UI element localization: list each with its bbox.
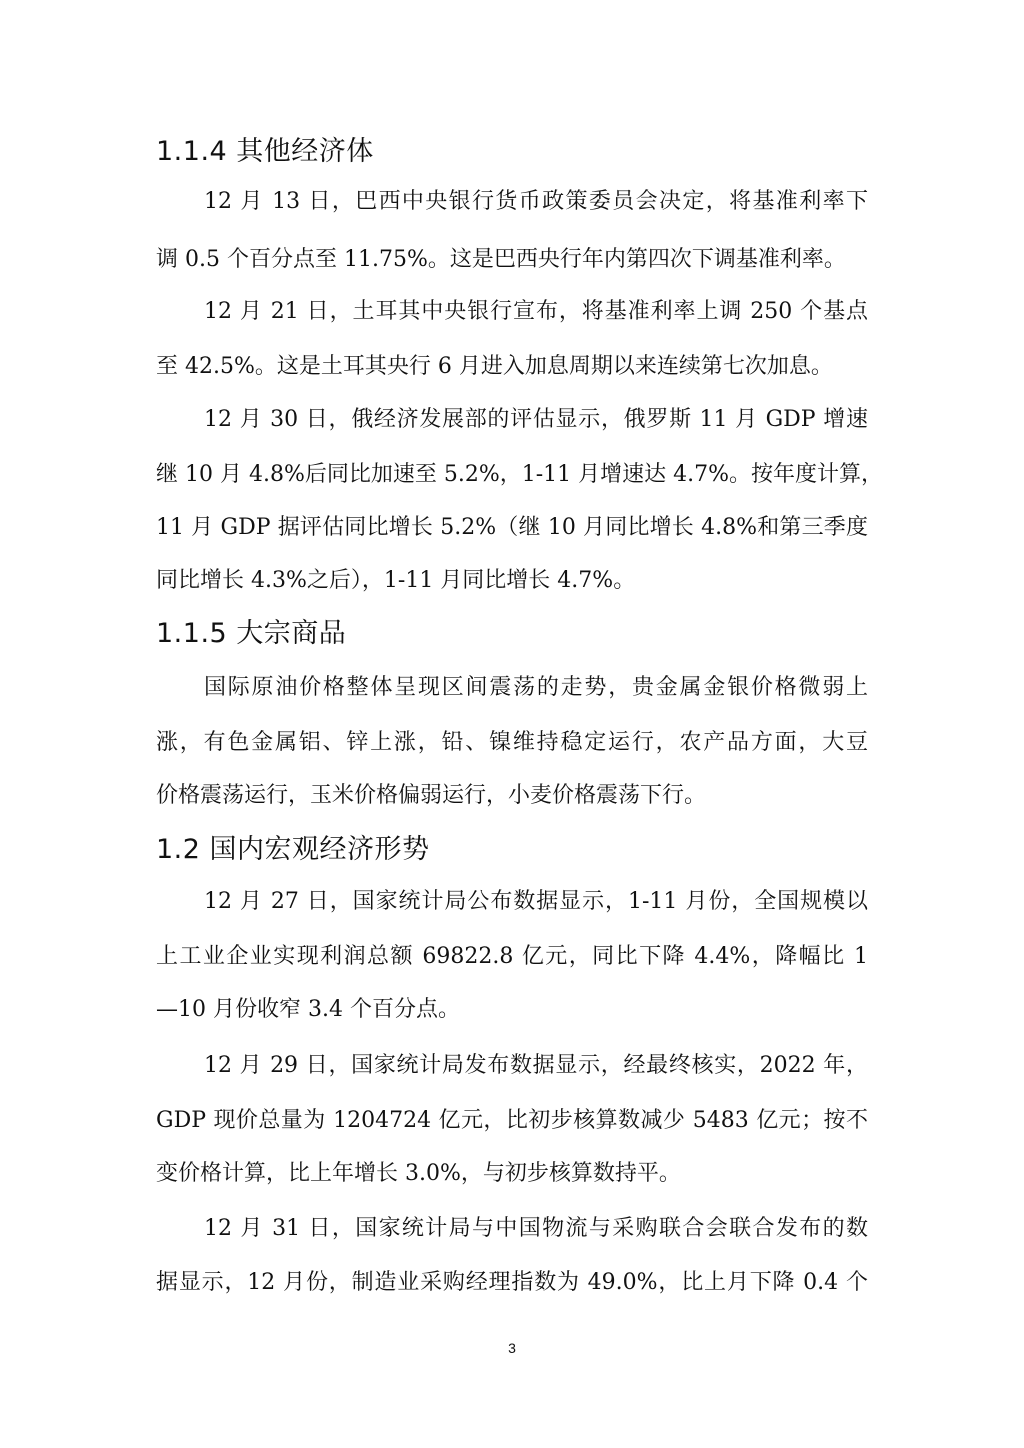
paragraph-line: 继 10 月 4.8%后同比加速至 5.2%，1-11 月增速达 4.7%。按年度计算， [156, 462, 884, 487]
paragraph-line: 12 月 27 日，国家统计局公布数据显示，1-11 月份，全国规模以 [204, 889, 868, 914]
paragraph-line: 同比增长 4.3%之后），1-11 月同比增长 4.7%。 [156, 568, 636, 593]
section-heading-1-1-4: 1.1.4 其他经济体 [156, 136, 374, 167]
paragraph-line: 价格震荡运行，玉米价格偏弱运行，小麦价格震荡下行。 [156, 783, 707, 808]
paragraph-line: 上工业企业实现利润总额 69822.8 亿元，同比下降 4.4%，降幅比 1 [156, 944, 868, 969]
paragraph-line: GDP 现价总量为 1204724 亿元，比初步核算数减少 5483 亿元；按不 [156, 1108, 868, 1133]
page-number: 3 [508, 1340, 516, 1356]
paragraph-line: —10 月份收窄 3.4 个百分点。 [156, 997, 460, 1022]
paragraph-line: 12 月 31 日，国家统计局与中国物流与采购联合会联合发布的数 [204, 1216, 868, 1241]
paragraph-line: 12 月 30 日，俄经济发展部的评估显示，俄罗斯 11 月 GDP 增速 [204, 407, 868, 432]
paragraph-line: 据显示，12 月份，制造业采购经理指数为 49.0%，比上月下降 0.4 个 [156, 1270, 868, 1295]
paragraph-line: 12 月 29 日，国家统计局发布数据显示，经最终核实，2022 年， [204, 1053, 868, 1078]
section-heading-1-1-5: 1.1.5 大宗商品 [156, 618, 347, 649]
paragraph-line: 变价格计算，比上年增长 3.0%，与初步核算数持平。 [156, 1161, 681, 1186]
paragraph-line: 11 月 GDP 据评估同比增长 5.2%（继 10 月同比增长 4.8%和第三季度 [156, 515, 868, 540]
paragraph-line: 12 月 21 日，土耳其中央银行宣布，将基准利率上调 250 个基点 [204, 299, 868, 324]
paragraph-line: 调 0.5 个百分点至 11.75%。这是巴西央行年内第四次下调基准利率。 [156, 247, 846, 272]
section-heading-1-2: 1.2 国内宏观经济形势 [156, 834, 430, 865]
paragraph-line: 涨，有色金属铝、锌上涨，铅、镍维持稳定运行，农产品方面，大豆 [156, 730, 868, 755]
paragraph-line: 12 月 13 日，巴西中央银行货币政策委员会决定，将基准利率下 [204, 189, 868, 214]
paragraph-line: 至 42.5%。这是土耳其央行 6 月进入加息周期以来连续第七次加息。 [156, 354, 833, 379]
paragraph-line: 国际原油价格整体呈现区间震荡的走势，贵金属金银价格微弱上 [204, 675, 868, 700]
